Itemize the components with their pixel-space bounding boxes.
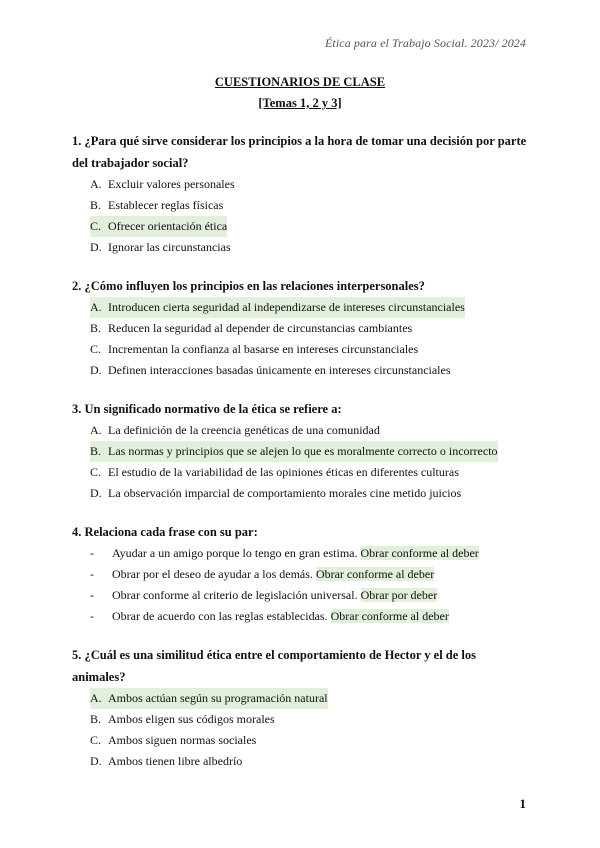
- document-title: [0, 72, 600, 114]
- question-text: 5. ¿Cuál es una similitud ética entre el comportamiento de Hector y el de los animales?: [72, 648, 476, 684]
- option-a-correct: A. Ambos actúan según su programación natural: [72, 688, 532, 709]
- questionnaire: [72, 130, 532, 789]
- pair-item: - Ayudar a un amigo porque lo tengo en gran estima. Obrar conforme al deber: [90, 546, 479, 560]
- option-d: D. Ignorar las circunstancias: [90, 240, 231, 254]
- options-list: [72, 688, 532, 772]
- pair-answer: Obrar por deber: [360, 588, 438, 602]
- option-c: C. El estudio de la variabilidad de las opiniones éticas en diferentes culturas: [90, 465, 459, 479]
- page-number: 1: [519, 796, 526, 811]
- question-text: 2. ¿Cómo influyen los principios en las relaciones interpersonales?: [72, 279, 425, 293]
- question-2: [72, 275, 532, 381]
- pair-answer: Obrar conforme al deber: [360, 546, 479, 560]
- question-text: 1. ¿Para qué sirve considerar los principios a la hora de tomar una decisión por parte del trabajador social?: [72, 134, 527, 170]
- option-d: D. La observación imparcial de comportamiento morales cine metido juicios: [90, 486, 462, 500]
- option-d: D. Ambos tienen libre albedrío: [90, 754, 243, 768]
- option-a: A. La definición de la creencia genéticas de una comunidad: [90, 423, 380, 437]
- question-1: [72, 130, 532, 258]
- pair-answer: Obrar conforme al deber: [315, 567, 435, 581]
- question-4: [72, 521, 532, 627]
- option-a: A. Excluir valores personales: [90, 177, 235, 191]
- options-list: [72, 297, 532, 381]
- options-list: [72, 174, 532, 258]
- pair-answer: Obrar conforme al deber: [330, 609, 449, 623]
- question-3: [72, 398, 532, 504]
- pair-item: - Obrar por el deseo de ayudar a los demás. Obrar conforme al deber: [90, 567, 435, 581]
- option-a-correct: A. Introducen cierta seguridad al independizarse de intereses circunstanciales: [72, 297, 532, 318]
- option-c: C. Ambos siguen normas sociales: [90, 733, 257, 747]
- pair-item: - Obrar conforme al criterio de legislación universal. Obrar por deber: [90, 588, 438, 602]
- options-list: [72, 420, 532, 504]
- option-b: B. Establecer reglas físicas: [90, 198, 224, 212]
- option-d: D. Definen interacciones basadas únicamente en intereses circunstanciales: [90, 363, 451, 377]
- running-header: Ética para el Trabajo Social. 2023/ 2024: [325, 36, 526, 50]
- title-line-2: [Temas 1, 2 y 3]: [258, 96, 342, 110]
- option-b: B. Ambos eligen sus códigos morales: [90, 712, 275, 726]
- pair-item: - Obrar de acuerdo con las reglas establecidas. Obrar conforme al deber: [90, 609, 449, 623]
- question-text: 3. Un significado normativo de la ética se refiere a:: [72, 402, 342, 416]
- option-c: C. Incrementan la confianza al basarse en intereses circunstanciales: [90, 342, 419, 356]
- option-b-correct: B. Las normas y principios que se alejen lo que es moralmente correcto o incorrecto: [72, 441, 532, 462]
- title-line-1: CUESTIONARIOS DE CLASE: [214, 75, 386, 89]
- pairs-list: [72, 543, 532, 627]
- question-5: [72, 644, 532, 772]
- option-c-correct: C. Ofrecer orientación ética: [72, 216, 532, 237]
- option-b: B. Reducen la seguridad al depender de circunstancias cambiantes: [90, 321, 413, 335]
- question-text: 4. Relaciona cada frase con su par:: [72, 525, 258, 539]
